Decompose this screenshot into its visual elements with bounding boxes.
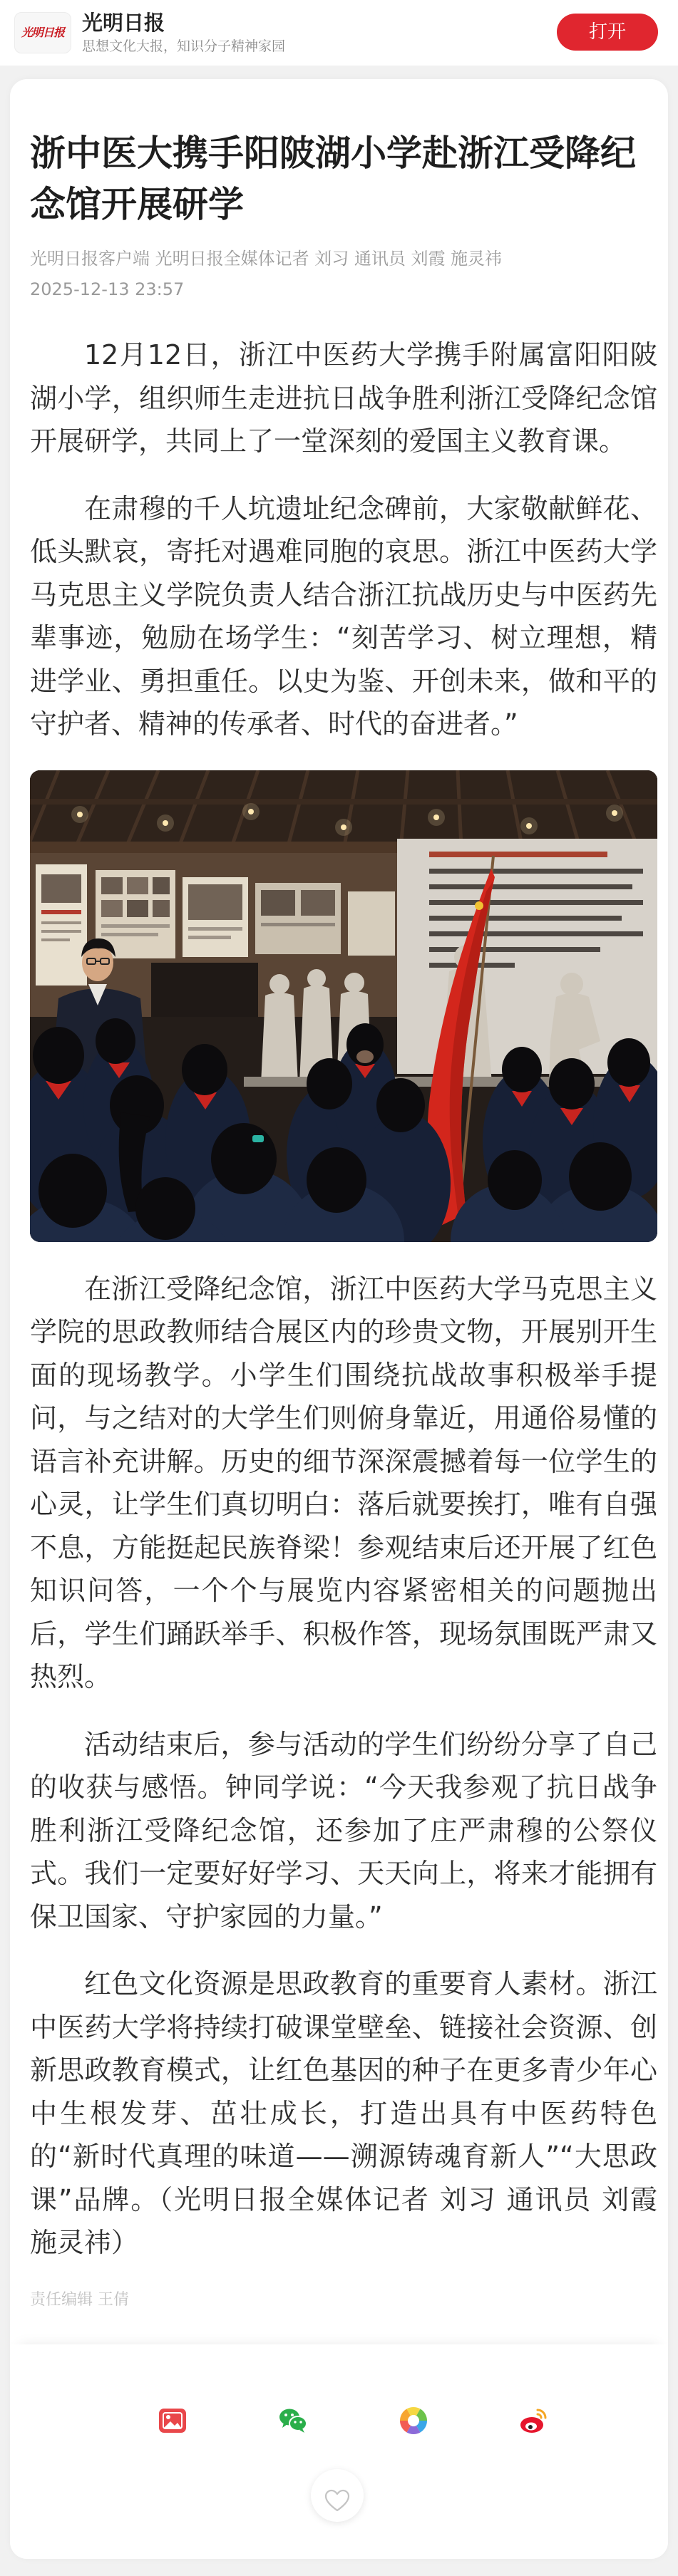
article-content: [30, 128, 657, 2312]
article-paragraph: 红色文化资源是思政教育的重要育人素材。浙江中医药大学将持续打破课堂壁垒、链接社会资源、创新思政教育模式，让红色基因的种子在更多青少年心中生根发芽、茁壮成长，打造出具有中医药特色的“新时代真理的味道——溯源铸魂育新人”“大思政课”品牌。（光明日报全媒体记者 刘习 通讯员 刘霞 施灵祎）: [30, 1968, 657, 2258]
photo-display-panel: [397, 839, 657, 1074]
share-wechat-button[interactable]: [273, 2398, 313, 2438]
article-body: [30, 333, 657, 2265]
article-photo[interactable]: [30, 770, 657, 1242]
article-card: [10, 79, 668, 2559]
app-header: [0, 0, 678, 66]
wechat-icon: [278, 2406, 308, 2436]
article-title: 浙中医大携手阳陂湖小学赴浙江受降纪念馆开展研学: [30, 133, 636, 225]
poster-icon: [158, 2406, 188, 2436]
article-paragraph: 在肃穆的千人坑遗址纪念碑前，大家敬献鲜花、低头默哀，寄托对遇难同胞的哀思。浙江中医药大学马克思主义学院负责人结合浙江抗战历史与中医药先辈事迹，勉励在场学生：“刻苦学习、树立理想，精进学业、勇担重任。以史为鉴、开创未来，做和平的守护者、精神的传承者、时代的奋进者。”: [30, 492, 657, 740]
brand-logo[interactable]: [14, 12, 71, 53]
logo-lettering: 光明日报: [21, 26, 64, 39]
article-paragraph: 12月12日，浙江中医药大学携手附属富阳阳陂湖小学，组织师生走进抗日战争胜利浙江受降纪念馆开展研学，共同上了一堂深刻的爱国主义教育课。: [30, 339, 657, 457]
heart-icon: [322, 2486, 352, 2516]
share-moments-button[interactable]: [394, 2398, 433, 2438]
weibo-icon: [518, 2406, 548, 2436]
share-panel: [10, 2344, 668, 2559]
editor-credit: 责任编辑 王倩: [30, 2290, 129, 2309]
share-weibo-button[interactable]: [513, 2398, 553, 2438]
article-byline: 光明日报客户端 光明日报全媒体记者 刘习 通讯员 刘霞 施灵祎: [30, 249, 503, 269]
article-paragraph: 在浙江受降纪念馆，浙江中医药大学马克思主义学院的思政教师结合展区内的珍贵文物，开展别开生面的现场教学。小学生们围绕抗战故事积极举手提问，与之结对的大学生们则俯身靠近，用通俗易懂的语言补充讲解。历史的细节深深震撼着每一位学生的心灵，让学生们真切明白：落后就要挨打，唯有自强不息，方能挺起民族脊梁！参观结束后还开展了红色知识问答，一个个与展览内容紧密相关的问题抛出后，学生们踊跃举手、积极作答，现场氛围既严肃又热烈。: [30, 1273, 657, 1692]
open-app-button[interactable]: 打开: [557, 14, 658, 51]
share-poster-button[interactable]: [153, 2398, 192, 2438]
article-photo-illustration: [30, 770, 657, 1242]
like-button[interactable]: [311, 2469, 364, 2522]
brand-slogan: 思想文化大报，知识分子精神家园: [82, 38, 286, 54]
article-datetime: 2025-12-13 23:57: [30, 279, 185, 299]
article-paragraph: 活动结束后，参与活动的学生们纷纷分享了自己的收获与感悟。钟同学说：“今天我参观了抗日战争胜利浙江受降纪念馆，还参加了庄严肃穆的公祭仪式。我们一定要好好学习、天天向上，将来才能拥有保卫国家、守护家园的力量。”: [30, 1728, 657, 1933]
moments-icon: [399, 2406, 428, 2436]
brand-name: 光明日报: [82, 11, 165, 35]
